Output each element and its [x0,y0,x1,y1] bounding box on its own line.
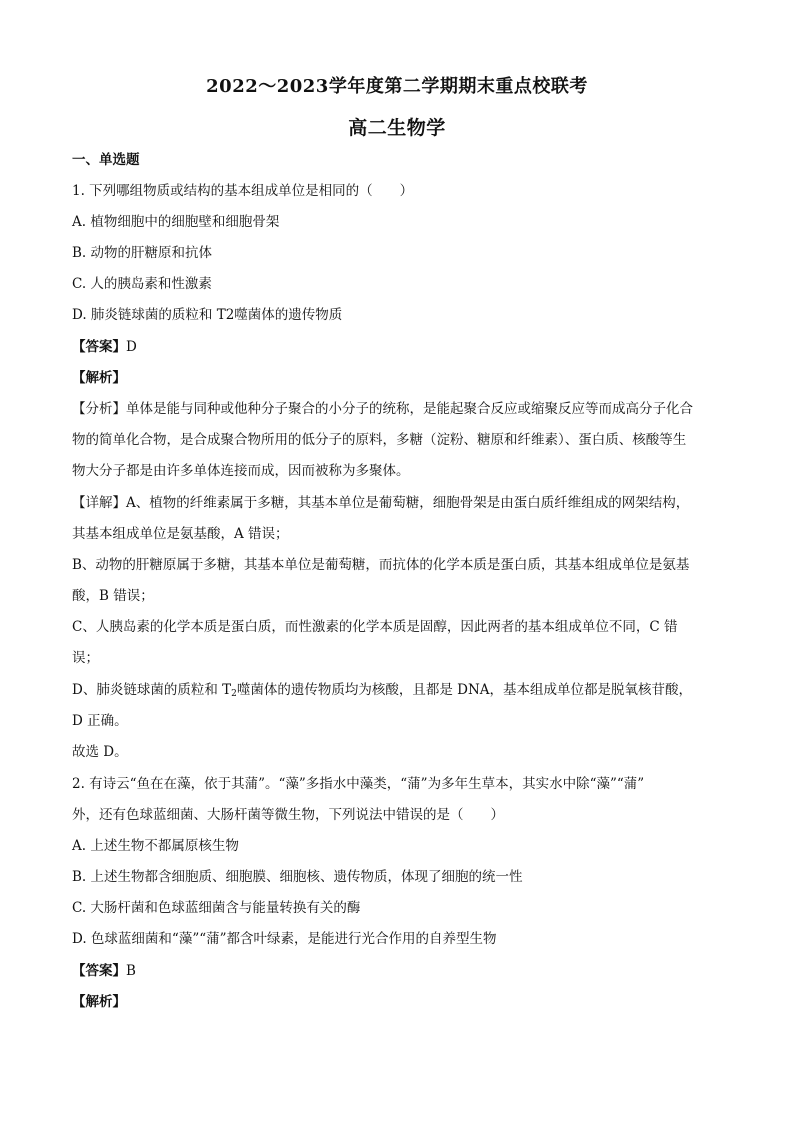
q1-stem: 1. 下列哪组物质或结构的基本组成单位是相同的（ ） [72,183,414,199]
answer-label: 【答案】 [72,963,126,979]
q1-option-d: D. 肺炎链球菌的质粒和 T2噬菌体的遗传物质 [72,307,343,323]
section-heading: 一、单选题 [72,152,140,168]
q2-option-d: D. 色球蓝细菌和“藻”“蒲”都含叶绿素，是能进行光合作用的自养型生物 [72,931,497,947]
q1-detail-line: D 正确。 [72,713,128,729]
q2-stem-line: 2. 有诗云“鱼在在藻，依于其蒲”。“藻”多指水中藻类，“蒲”为多年生草本，其实水中除“藻”“蒲” [72,776,645,792]
q1-detail-line: B、动物的肝糖原属于多糖，其基本单位是葡萄糖，而抗体的化学本质是蛋白质，其基本组成单位是氨基 [72,557,690,573]
q1-option-c: C. 人的胰岛素和性激素 [72,276,212,292]
q2-answer [72,962,136,980]
exam-title: 2022～2023学年度第二学期期末重点校联考 [206,76,588,97]
answer-value: D [126,339,137,355]
d-text-pre: D、肺炎链球菌的质粒和 T [72,682,232,698]
q1-analysis-label: 【解析】 [72,370,126,386]
d-text-post: 噬菌体的遗传物质均为核酸，且都是 DNA，基本组成单位都是脱氧核苷酸， [236,682,693,698]
q1-option-b: B. 动物的肝糖原和抗体 [72,245,213,261]
answer-label: 【答案】 [72,339,126,355]
q1-fenxi-line: 物的简单化合物，是合成聚合物所用的低分子的原料，多糖（淀粉、糖原和纤维素）、蛋白质、核酸等生 [72,432,687,448]
q2-stem-line: 外，还有色球蓝细菌、大肠杆菌等微生物，下列说法中错误的是（ ） [72,807,504,823]
q2-option-a: A. 上述生物不都属原核生物 [72,838,239,854]
q1-detail-line: 酸，B 错误； [72,588,154,604]
q1-detail-line: C、人胰岛素的化学本质是蛋白质，而性激素的化学本质是固醇，因此两者的基本组成单位不同，C 错 [72,619,678,635]
answer-value: B [126,963,136,979]
q1-option-a: A. 植物细胞中的细胞壁和细胞骨架 [72,214,280,230]
d-text-sub: 2 [231,689,237,699]
q1-detail-line: 【详解】A、植物的纤维素属于多糖，其基本单位是葡萄糖，细胞骨架是由蛋白质纤维组成的网架结构， [72,495,690,511]
q2-analysis-label: 【解析】 [72,994,126,1010]
q2-option-c: C. 大肠杆菌和色球蓝细菌含与能量转换有关的酶 [72,900,361,916]
q1-fenxi-line: 【分析】单体是能与同种或他种分子聚合的小分子的统称，是能起聚合反应或缩聚反应等而成高分子化合 [72,401,693,417]
q1-detail-d-line [72,681,692,703]
exam-subject: 高二生物学 [348,117,446,139]
q1-detail-line: 其基本组成单位是氨基酸，A 错误； [72,526,289,542]
q1-conclusion: 故选 D。 [72,744,128,760]
q1-detail-line: 误； [72,650,99,666]
q2-option-b: B. 上述生物都含细胞质、细胞膜、细胞核、遗传物质，体现了细胞的统一性 [72,869,523,885]
q1-fenxi-line: 物大分子都是由许多单体连接而成，因而被称为多聚体。 [72,463,410,479]
q1-answer [72,338,137,356]
